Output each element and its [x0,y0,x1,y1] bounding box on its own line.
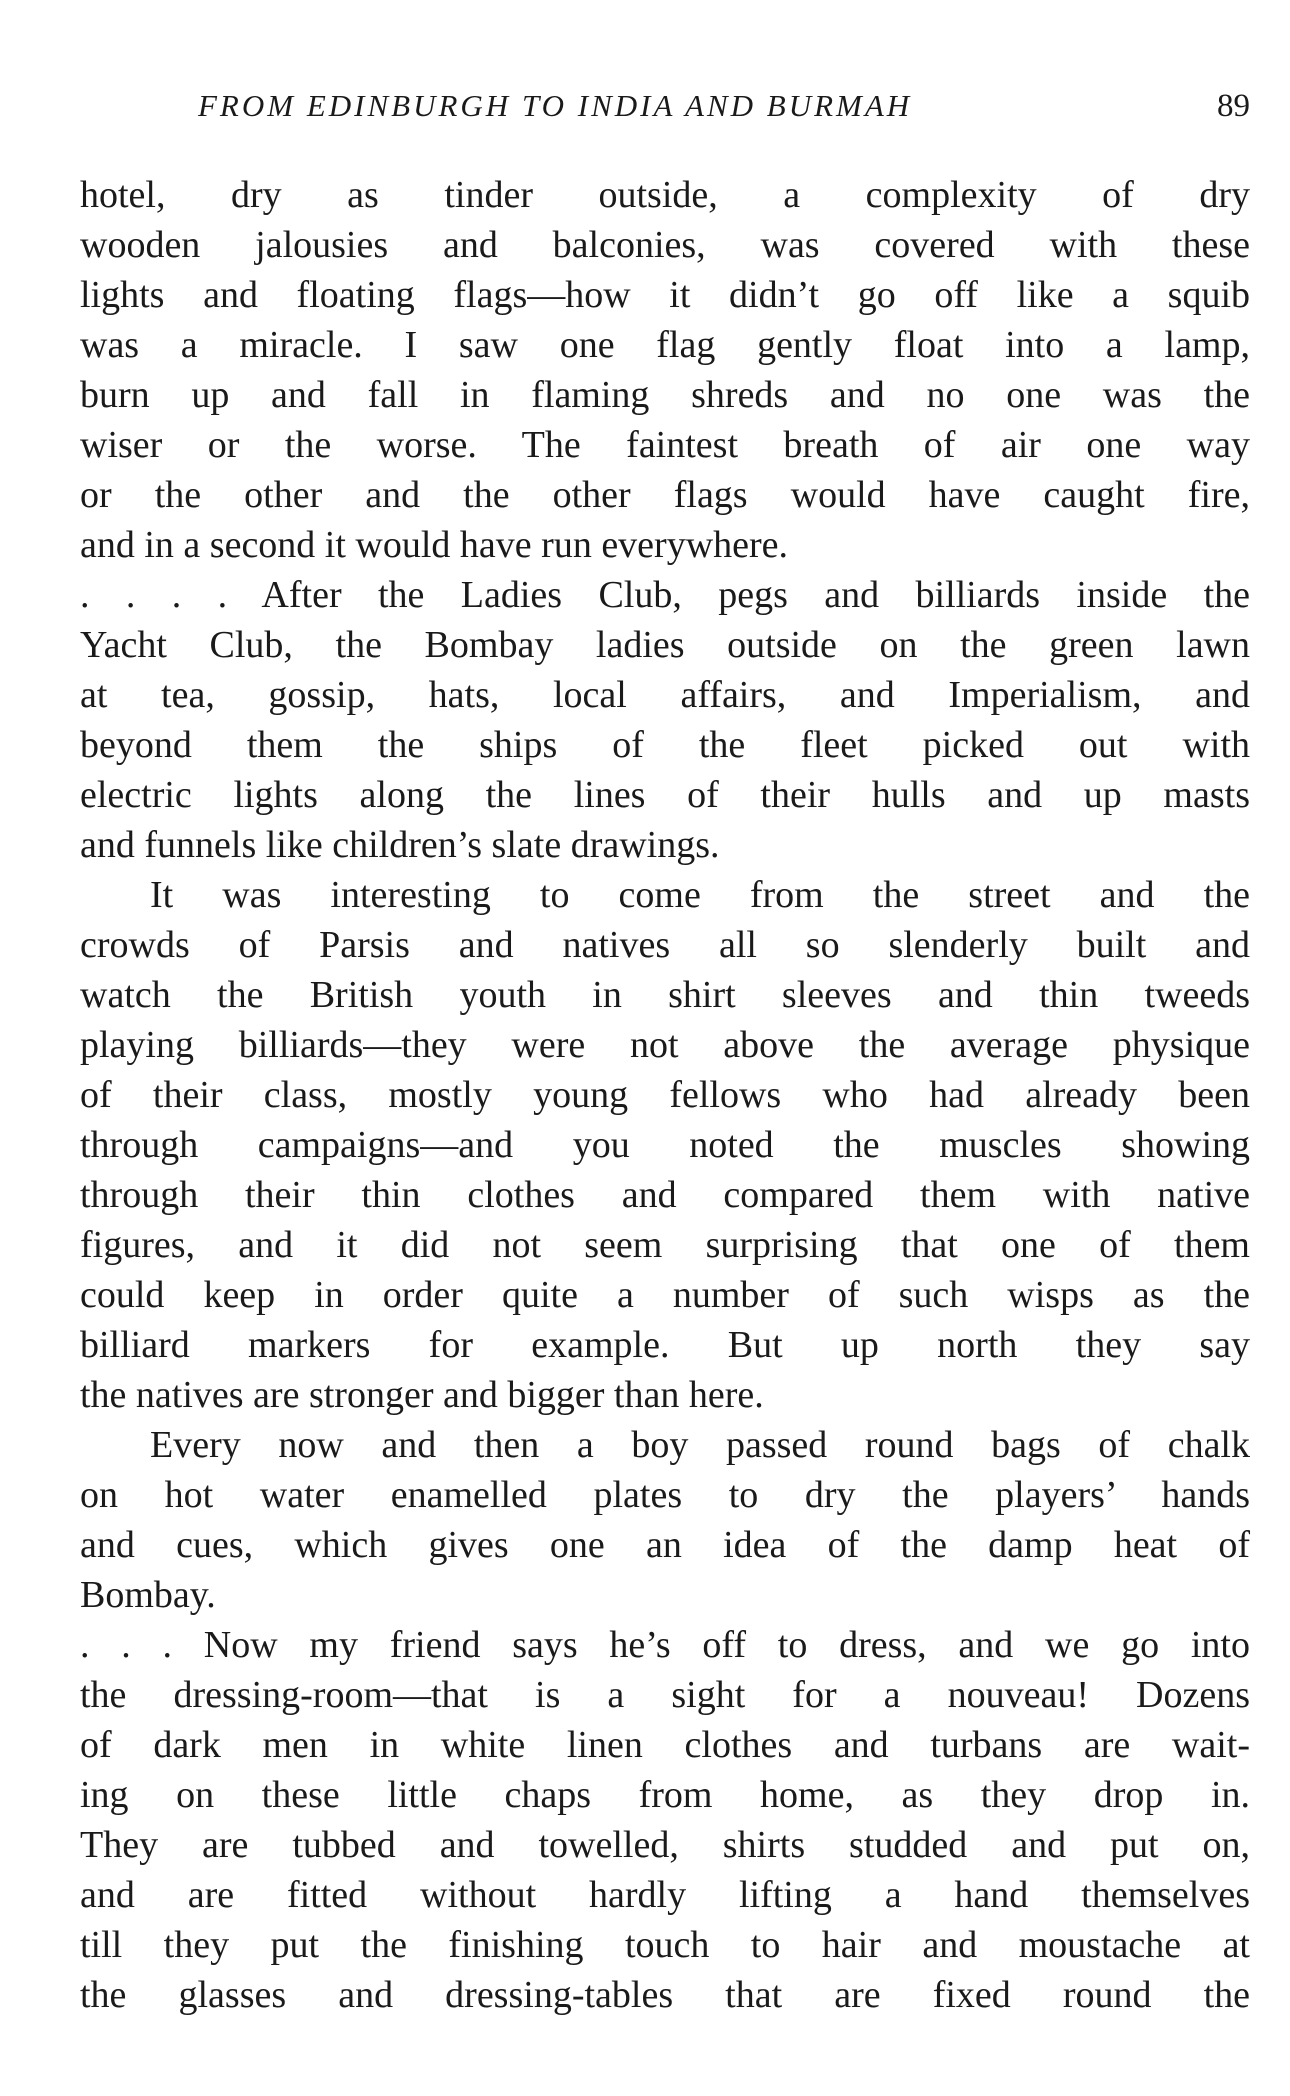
text-line: billiard markers for example. But up north they say [80,1324,1250,1366]
text-line: . . . . After the Ladies Club, pegs and billiards inside the [80,574,1250,616]
text-line: playing billiards—they were not above the average physique [80,1024,1250,1066]
text-line: and in a second it would have run everywhere. [80,524,789,566]
text-line: or the other and the other flags would have caught fire, [80,474,1250,516]
text-line: through their thin clothes and compared them with native [80,1174,1250,1216]
text-line: Bombay. [80,1574,216,1616]
text-line: Every now and then a boy passed round bags of chalk [150,1424,1250,1466]
text-line: burn up and fall in flaming shreds and no one was the [80,374,1250,416]
text-line: wooden jalousies and balconies, was covered with these [80,224,1250,266]
text-line: electric lights along the lines of their hulls and up masts [80,774,1250,816]
running-head [80,88,1250,138]
text-line: wiser or the worse. The faintest breath of air one way [80,424,1250,466]
text-line: and cues, which gives one an idea of the damp heat of [80,1524,1250,1566]
text-line: and funnels like children’s slate drawings. [80,824,720,866]
body-text [80,170,1250,2020]
page-number: 89 [1217,88,1250,124]
text-line: crowds of Parsis and natives all so slenderly built and [80,924,1250,966]
text-line: figures, and it did not seem surprising that one of them [80,1224,1250,1266]
text-line: could keep in order quite a number of such wisps as the [80,1274,1250,1316]
text-line: of their class, mostly young fellows who had already been [80,1074,1250,1116]
text-line: the natives are stronger and bigger than here. [80,1374,764,1416]
text-line: on hot water enamelled plates to dry the players’ hands [80,1474,1250,1516]
text-line: It was interesting to come from the street and the [150,874,1250,916]
text-line: and are fitted without hardly lifting a hand themselves [80,1874,1250,1916]
text-line: the glasses and dressing-tables that are fixed round the [80,1974,1250,2016]
text-line: was a miracle. I saw one flag gently float into a lamp, [80,324,1250,366]
text-line: the dressing-room—that is a sight for a nouveau! Dozens [80,1674,1250,1716]
text-line: till they put the finishing touch to hair and moustache at [80,1924,1250,1966]
text-line: of dark men in white linen clothes and turbans are wait- [80,1724,1250,1766]
text-line: watch the British youth in shirt sleeves and thin tweeds [80,974,1250,1016]
text-line: Yacht Club, the Bombay ladies outside on the green lawn [80,624,1250,666]
text-line: ing on these little chaps from home, as they drop in. [80,1774,1250,1816]
text-line: at tea, gossip, hats, local affairs, and Imperialism, and [80,674,1250,716]
running-title: FROM EDINBURGH TO INDIA AND BURMAH [198,88,913,123]
text-line: hotel, dry as tinder outside, a complexity of dry [80,174,1250,216]
text-line: beyond them the ships of the fleet picked out with [80,724,1250,766]
text-line: . . . Now my friend says he’s off to dress, and we go into [80,1624,1250,1666]
text-line: They are tubbed and towelled, shirts studded and put on, [80,1824,1250,1866]
text-line: through campaigns—and you noted the muscles showing [80,1124,1250,1166]
text-line: lights and floating flags—how it didn’t go off like a squib [80,274,1250,316]
